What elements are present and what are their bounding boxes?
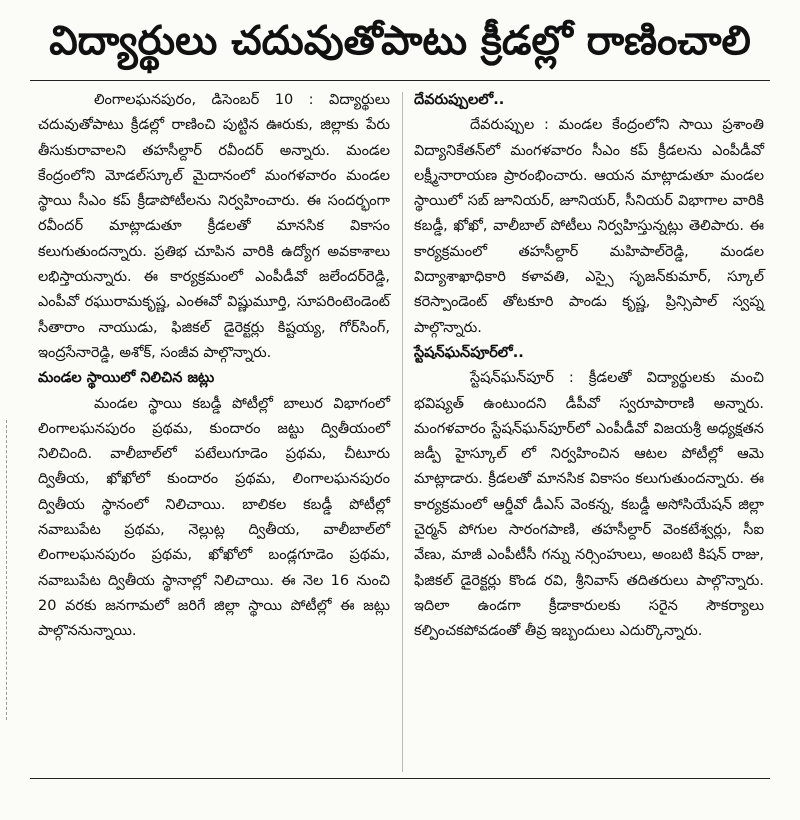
left-paragraph-1: లింగాలఘనపురం, డిసెంబర్ 10 : విద్యార్థులు చదువుతోపాటు క్రీడల్లో రాణించి పుట్టిన ఊరుకు, జిల్లాకు పేరు తీసుకురావాలని తహసీల్దార్ రవీందర్ అన్నారు. మండల కేంద్రంలోని మోడల్‌స్కూల్ మైదానంలో మంగళవారం మండల స్థాయి సీఎం కప్ క్రీడాపోటీలను నిర్వహించారు. ఈ సందర్భంగా రవీందర్ మాట్లాడుతూ క్రీడలతో మానసిక వికాసం కలుగుతుందన్నారు. ప్రతిభ చూపిన వారికి ఉద్యోగ అవకాశాలు లభిస్తాయన్నారు. ఈ కార్యక్రమంలో ఎంపీడీవో జలేందర్‌రెడ్డి, ఎంపీవో రఘురామకృష్ణ, ఎంఈవో విష్ణుమూర్తి, సూపరింటెండెంట్ సీతారాం నాయుడు, ఫిజికల్ డైరెక్టర్లు కిష్టయ్య, గోర్‌సింగ్, ఇంద్రసేనారెడ్డి, అశోక్, సంజీవ పాల్గొన్నారు.	[38, 92, 390, 361]
clipping-edge	[6, 420, 9, 720]
bottom-rule	[30, 778, 770, 779]
headline-rule	[30, 80, 770, 81]
column-divider	[402, 92, 403, 772]
right-paragraph-1: దేవరుప్పుల : మండల కేంద్రంలోని సాయి ప్రశాంతి విద్యానికేతన్‌లో మంగళవారం సీఎం కప్ క్రీడలను ఎంపీడీవో లక్ష్మీనారాయణ ప్రారంభించారు. ఆయన మాట్లాడుతూ మండల స్థాయిలో సబ్ జూనియర్, జూనియర్, సీనియర్ విభాగాల వారికి కబడ్డీ, ఖోఖో, వాలీబాల్ పోటీలు నిర్వహిస్తున్నట్లు తెలిపారు. ఈ కార్యక్రమంలో తహసీల్దార్ మహిపాల్‌రెడ్డి, మండల విద్యాశాఖాధికారి కళావతి, ఎస్సై సృజన్‌కుమార్, స్కూల్ కరెస్పాండెంట్ తోటకూరి పాండు కృష్ణ, ప్రిన్సిపాల్ స్వప్న పాల్గొన్నారు.	[414, 117, 764, 336]
right-column	[414, 88, 764, 645]
right-subheading-2: స్టేషన్‌ఘన్‌పూర్‌లో..	[414, 344, 524, 361]
right-subheading-1: దేవరుప్పులలో..	[414, 92, 505, 108]
right-paragraph-2: స్టేషన్‌ఘన్‌పూర్ : క్రీడలతో విద్యార్థులకు మంచి భవిష్యత్ ఉంటుందని డీపీవో స్వరూపారాణి అన్నారు. మంగళవారం స్టేషన్‌ఘన్‌పూర్‌లో ఎంపీడీవో విజయశ్రీ అధ్యక్షతన జడ్పీ హైస్కూల్ లో నిర్వహించిన ఆటల పోటీల్లో ఆమె మాట్లాడారు. క్రీడలతో మానసిక వికాసం కలుగుతుందన్నారు. ఈ కార్యక్రమంలో ఆర్డీవో డీఎస్ వెంకన్న, కబడ్డీ అసోసియేషన్ జిల్లా చైర్మన్ పోగుల సారంగపాణి, తహసీల్దార్ వెంకటేశ్వర్లు, సీఐ వేణు, మాజీ ఎంపీటీసీ గన్ను నర్సింహులు, అంబటి కిషన్ రాజు, ఫిజికల్ డైరెక్టర్లు కొండ రవి, శ్రీనివాస్ తదితరులు పాల్గొన్నారు. ఇదిలా ఉండగా క్రీడాకారులకు సరైన సౌకర్యాలు కల్పించకపోవడంతో తీవ్ర ఇబ్బందులు ఎదుర్కొన్నారు.	[414, 370, 764, 640]
left-paragraph-2: మండల స్థాయి కబడ్డీ పోటీల్లో బాలుర విభాగంలో లింగాలఘనపురం ప్రథమ, కుందారం జట్టు ద్వితీయంలో నిలిచింది. వాలీబాల్‌లో పటేలుగూడెం ప్రథమ, చీటూరు ద్వితీయ, ఖోఖోలో కుందారం ప్రథమ, లింగాలఘనపురం ద్వితీయ స్థానంలో నిలిచాయి. బాలికల కబడ్డీ పోటీల్లో నవాబుపేట ప్రథమ, నెల్లుట్ల ద్వితీయ, వాలీబాల్‌లో లింగాలఘనపురం ప్రథమ, ఖోఖోలో బండ్లగూడెం ప్రథమ, నవాబుపేట ద్వితీయ స్థానాల్లో నిలిచాయి. ఈ నెల 16 నుంచి 20 వరకు జనగామలో జరిగే జిల్లా స్థాయి పోటీల్లో ఈ జట్లు పాల్గొననున్నాయి.	[38, 395, 390, 640]
left-column	[38, 88, 390, 645]
left-subheading: మండల స్థాయిలో నిలిచిన జట్లు	[38, 370, 215, 387]
headline: విద్యార్థులు చదువుతోపాటు క్రీడల్లో రాణించాలి	[49, 18, 751, 64]
